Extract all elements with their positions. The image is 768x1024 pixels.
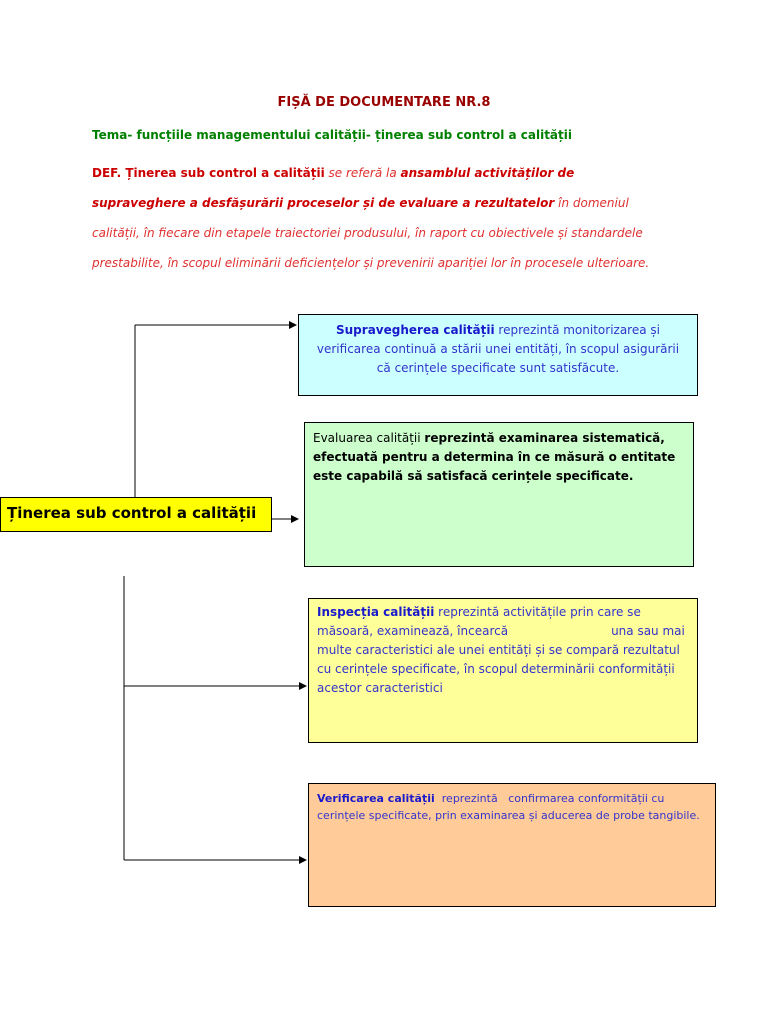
box-evaluarea bbox=[304, 422, 694, 567]
definition-label: DEF. Ținerea sub control a calității bbox=[92, 166, 325, 180]
main-concept-box: Ținerea sub control a calității bbox=[0, 497, 272, 532]
definition-bold: ansamblul activităților de supraveghere a desfășurării proceselor și de evaluare a rezultatelor bbox=[92, 166, 575, 210]
page-title: FIȘĂ DE DOCUMENTARE NR.8 bbox=[277, 95, 491, 110]
definition-text-1: se referă la bbox=[324, 166, 401, 180]
box2-bold: reprezintă examinarea sistematică, efectuată pentru a determina în ce măsură o entitate este capabilă să satisfacă cerințele specificate. bbox=[313, 431, 676, 483]
box1-text: reprezintă monitorizarea și verificarea continuă a stării unei entități, în scopul asigurării că cerințele specificate sunt satisfăcute. bbox=[316, 323, 680, 375]
box4-text: reprezintă confirmarea conformității cu cerințele specificate, prin examinarea și aducerea de probe tangibile. bbox=[317, 792, 700, 822]
box-supravegherea bbox=[298, 314, 698, 396]
box2-text: Evaluarea calității bbox=[313, 431, 425, 445]
definition-text-2: în domeniul calității, în fiecare din etapele traiectoriei produsului, în raport cu obiectivele și standardele prestabilite, în scopul eliminării deficiențelor și prevenirii apariției lor în procesele ulterioare. bbox=[92, 196, 650, 270]
box4-title: Verificarea calității bbox=[317, 792, 435, 805]
box1-title: Supravegherea calității bbox=[336, 323, 495, 337]
box-verificarea bbox=[308, 783, 716, 907]
definition-paragraph bbox=[92, 158, 652, 278]
box-inspectia bbox=[308, 598, 698, 743]
box3-text: reprezintă activitățile prin care se măsoară, examinează, încearcă una sau mai multe caracteristici ale unei entități și se compară rezultatul cu cerințele specificate, în scopul determinării conformității acestor caracteristici bbox=[317, 605, 689, 695]
box3-title: Inspecția calității bbox=[317, 605, 435, 619]
topic-line: Tema- funcțiile managementului calității- ținerea sub control a calității bbox=[92, 128, 572, 142]
